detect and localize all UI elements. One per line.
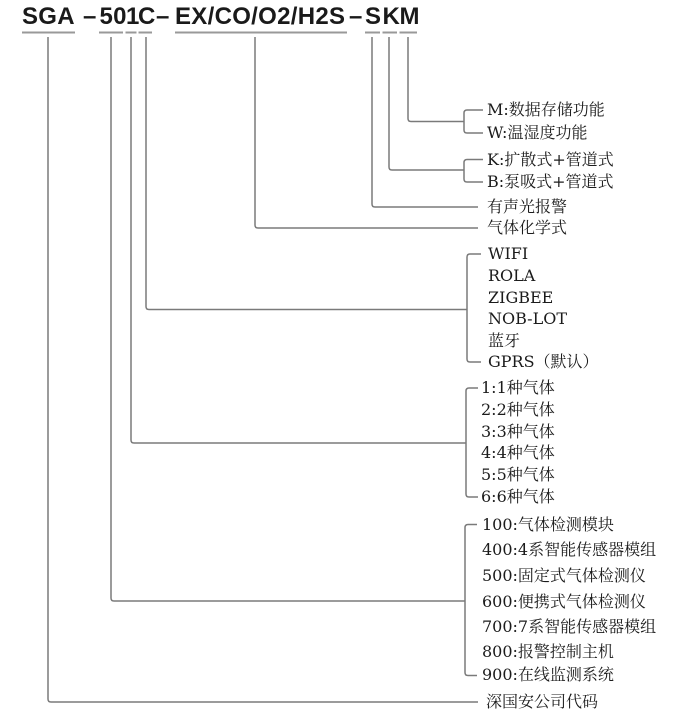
legend-gas-count-option-3: 3:3种气体 <box>481 421 555 441</box>
legend-gas-count-option-1: 1:1种气体 <box>481 378 555 397</box>
model-storage-code: M <box>399 3 420 30</box>
legend-comm-option-nob-lot: NOB-LOT <box>488 309 567 328</box>
legend-product-series-option-500: 500:固定式气体检测仪 <box>482 566 646 585</box>
connector-company <box>48 37 478 702</box>
legend-gas-count-option-2: 2:2种气体 <box>481 400 555 419</box>
connector-gas-count <box>131 37 466 443</box>
legend-product-series-option-900: 900:在线监测系统 <box>482 665 614 684</box>
bracket-storage <box>464 110 483 133</box>
legend-product-series-option-100: 100:气体检测模块 <box>482 515 614 534</box>
connector-comm <box>146 37 467 310</box>
legend-gas-count-option-6: 6:6种气体 <box>481 487 555 506</box>
legend-comm-option-wifi: WIFI <box>488 244 529 263</box>
legend-comm-option-zigbee: ZIGBEE <box>488 287 554 307</box>
drop-connectors <box>48 37 478 702</box>
model-sampling-code: K <box>382 3 401 30</box>
model-gas-formula: EX/CO/O2/H2S <box>175 3 346 30</box>
model-company-code: SGA <box>22 3 75 30</box>
legend-storage-option-m: M:数据存储功能 <box>487 100 605 119</box>
connector-gas-formula <box>255 37 478 228</box>
model-gas-count-code: 1 <box>126 3 140 30</box>
model-alarm-code: S <box>365 3 382 30</box>
legend-product-series-option-600: 600:便携式气体检测仪 <box>482 592 646 611</box>
legend-comm-option-bluetooth: 蓝牙 <box>488 330 521 350</box>
model-comm-code: C <box>138 3 156 30</box>
legend-product-series-option-700: 700:7系智能传感器模组 <box>482 617 657 636</box>
legend-sampling-option-b: B:泵吸式+管道式 <box>487 172 614 191</box>
bracket-gas-count <box>466 388 478 497</box>
model-dash: – <box>83 3 97 30</box>
legend-gas-formula-label: 气体化学式 <box>487 218 568 237</box>
connector-storage <box>408 37 464 122</box>
legend-product-series-option-400: 400:4系智能传感器模组 <box>482 540 657 559</box>
legend-sampling-option-k: K:扩散式+管道式 <box>487 149 614 169</box>
legend-gas-count-option-4: 4:4种气体 <box>481 443 555 462</box>
legend-gas-count-option-5: 5:5种气体 <box>481 465 555 484</box>
model-dash: – <box>156 3 170 30</box>
legend-alarm-label: 有声光报警 <box>487 197 568 216</box>
model-series-code: 50 <box>99 3 127 30</box>
legend-company-code-label: 深国安公司代码 <box>486 692 599 711</box>
legend-comm-option-rola: ROLA <box>488 266 536 285</box>
bracket-product-series <box>465 525 477 676</box>
legend-storage-option-w: W:温湿度功能 <box>487 123 588 142</box>
bracket-comm <box>467 254 481 362</box>
connector-sampling <box>389 37 464 170</box>
model-dash: – <box>349 3 363 30</box>
legend-product-series-option-800: 800:报警控制主机 <box>482 642 614 661</box>
legend-comm-option-gprs: GPRS（默认） <box>488 352 599 371</box>
bracket-sampling <box>464 160 483 183</box>
